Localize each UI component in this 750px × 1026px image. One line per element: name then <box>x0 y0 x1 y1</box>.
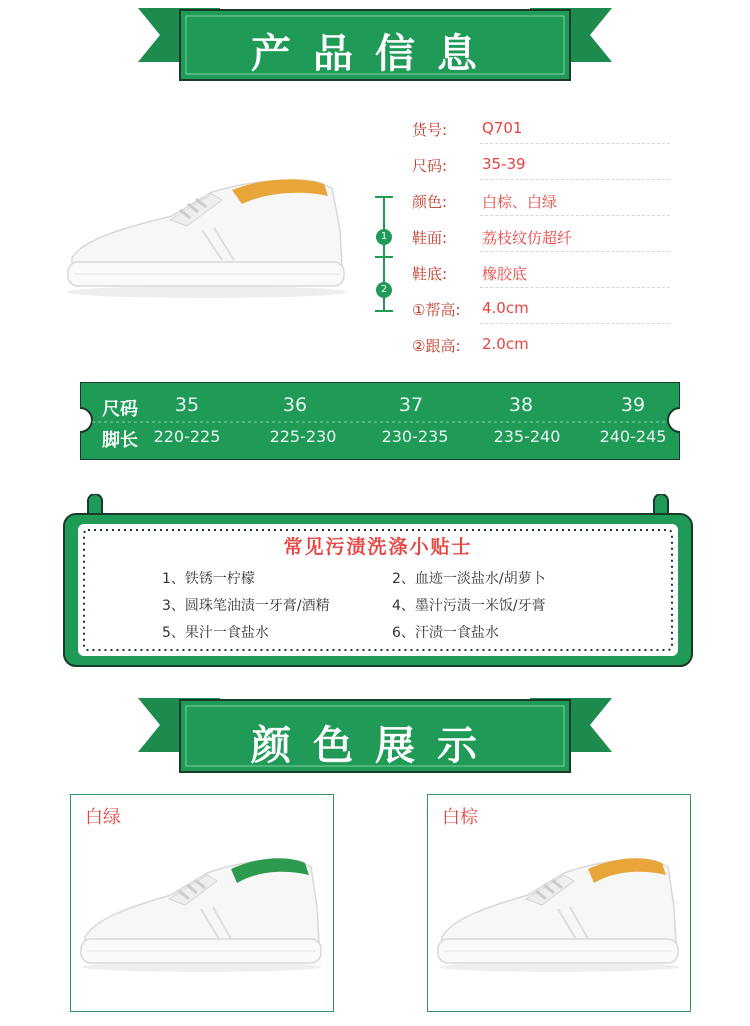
spec-row <box>410 184 670 220</box>
spec-row <box>410 328 670 364</box>
spec-label: 鞋底: <box>412 265 448 283</box>
spec-value: 4.0cm <box>482 299 529 317</box>
size-value: 37 <box>398 394 424 416</box>
product-info-title: 产品信息 <box>251 31 499 77</box>
spec-row <box>410 292 670 328</box>
tip-item: 2、血迹一淡盐水/胡萝卜 <box>392 571 546 587</box>
foot-length-value: 240-245 <box>599 427 667 446</box>
spec-row <box>410 220 670 256</box>
tips-frame <box>62 494 694 668</box>
spec-row <box>410 112 670 148</box>
size-value: 38 <box>508 394 534 416</box>
spec-label: 颜色: <box>412 193 448 211</box>
foot-length-header: 脚长 <box>102 430 138 451</box>
size-value: 36 <box>282 394 308 416</box>
color-name: 白棕 <box>442 807 478 828</box>
color-display-title: 颜色展示 <box>251 723 499 769</box>
size-value: 35 <box>174 394 200 416</box>
spec-value: 35-39 <box>482 155 526 173</box>
spec-value: 橡胶底 <box>482 265 528 283</box>
color-card-white-brown[interactable] <box>427 794 691 1012</box>
spec-label: 鞋面: <box>412 229 448 247</box>
foot-length-value: 220-225 <box>153 427 221 446</box>
spec-label: ①帮高: <box>412 301 461 319</box>
size-value: 39 <box>620 394 646 416</box>
spec-value: 荔枝纹仿超纤 <box>482 229 573 247</box>
size-table <box>80 382 680 460</box>
tip-item: 6、汗渍一食盐水 <box>392 625 499 641</box>
spec-value: 2.0cm <box>482 335 529 353</box>
washing-tips-box <box>62 494 694 668</box>
height-bracket <box>372 196 396 312</box>
spec-row <box>410 256 670 292</box>
spec-label: 尺码: <box>412 157 448 175</box>
size-header: 尺码 <box>102 399 138 420</box>
spec-value: 白棕、白绿 <box>482 193 558 211</box>
shoe-image-white-brown <box>428 845 690 1005</box>
shoe-main-image <box>62 170 352 304</box>
spec-label: 货号: <box>412 121 448 139</box>
tip-item: 4、墨汁污渍一米饭/牙膏 <box>392 598 546 614</box>
marker-one: 1 <box>376 229 392 245</box>
spec-list <box>410 112 670 364</box>
foot-length-value: 235-240 <box>493 427 561 446</box>
spec-row <box>410 148 670 184</box>
shoe-image-white-green <box>71 845 333 1005</box>
marker-two: 2 <box>376 282 392 298</box>
spec-value: Q701 <box>482 119 523 137</box>
product-info-banner <box>0 0 750 90</box>
color-card-white-green[interactable] <box>70 794 334 1012</box>
foot-length-value: 230-235 <box>381 427 449 446</box>
color-display-banner <box>0 694 750 784</box>
tip-item: 5、果汁一食盐水 <box>162 625 269 641</box>
color-name: 白绿 <box>85 807 121 828</box>
spec-label: ②跟高: <box>412 337 461 355</box>
foot-length-value: 225-230 <box>269 427 337 446</box>
tip-item: 3、圆珠笔油渍一牙膏/酒精 <box>162 598 330 614</box>
tips-title: 常见污渍洗涤小贴士 <box>283 536 473 558</box>
tip-item: 1、铁锈一柠檬 <box>162 571 255 587</box>
